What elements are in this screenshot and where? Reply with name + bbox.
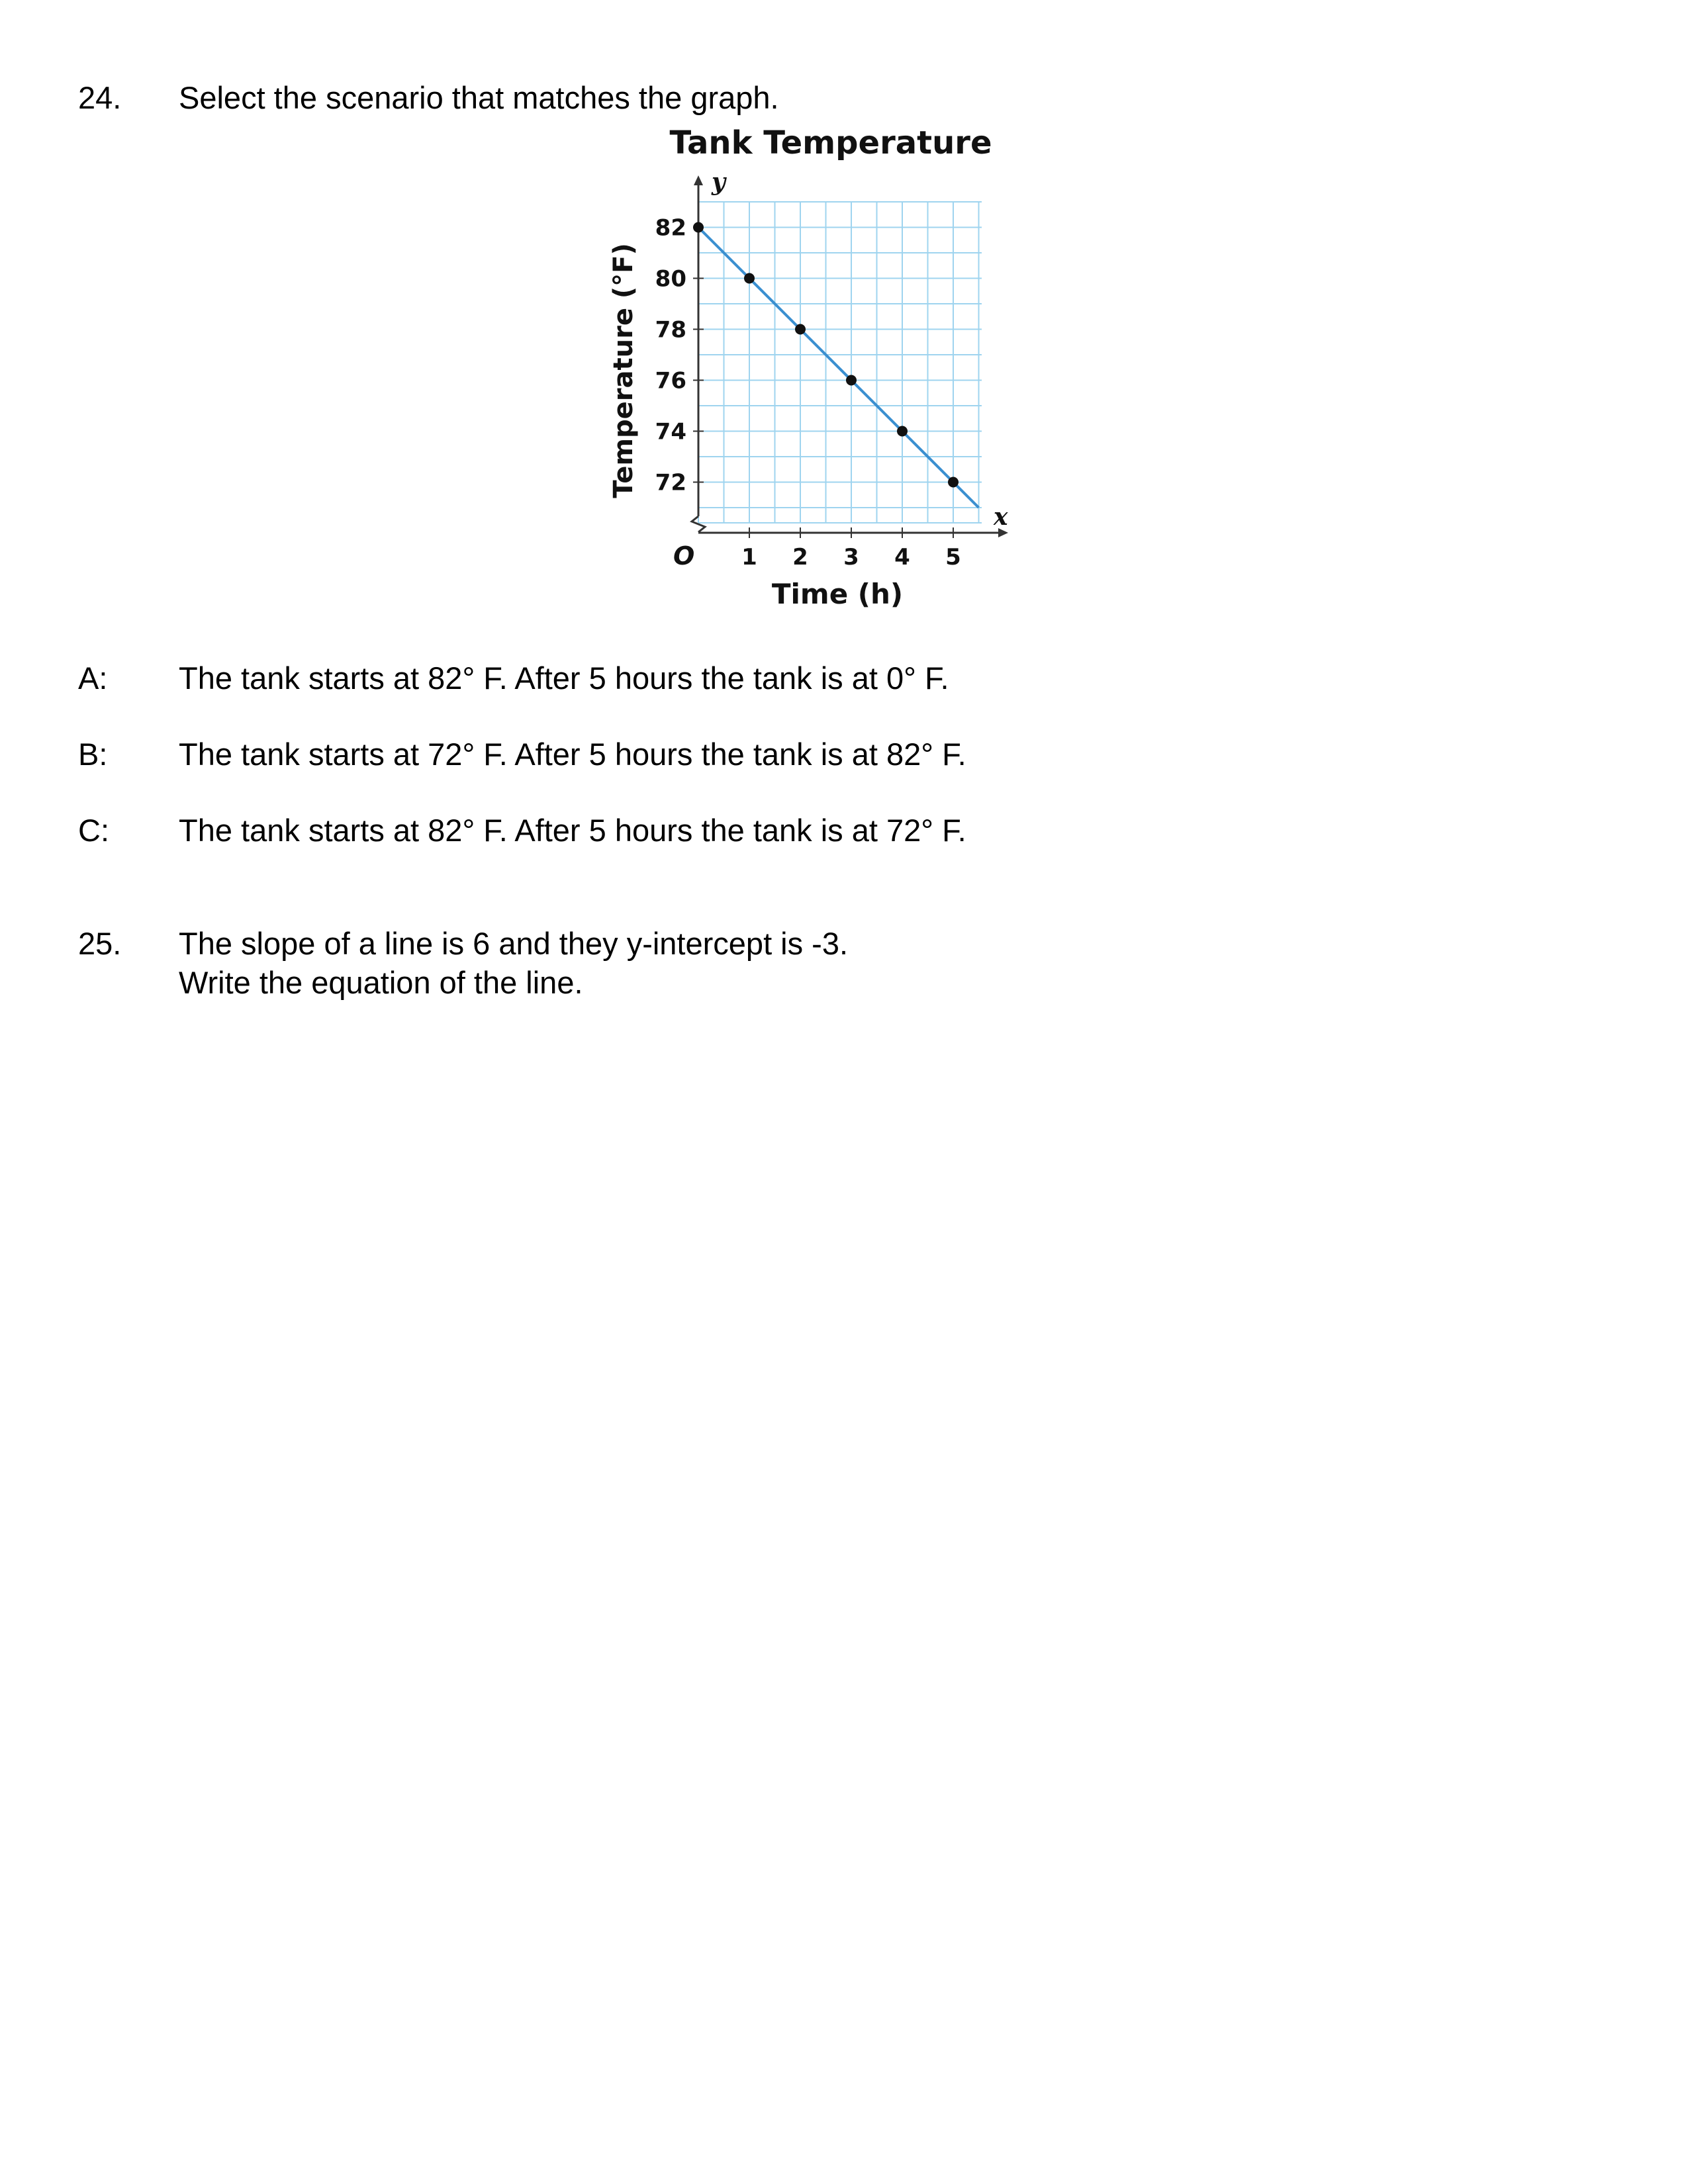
y-tick-label: 80 bbox=[655, 265, 686, 293]
data-point bbox=[744, 273, 755, 284]
y-tick-label: 76 bbox=[655, 367, 686, 394]
y-axis-arrow bbox=[694, 175, 703, 185]
x-tick-label: 4 bbox=[894, 544, 910, 570]
y-tick-label: 78 bbox=[655, 316, 686, 343]
x-tick-label: 5 bbox=[945, 544, 961, 570]
question-25-number: 25. bbox=[78, 926, 122, 961]
option-c-text: The tank starts at 82° F. After 5 hours the tank is at 72° F. bbox=[179, 813, 966, 848]
data-point bbox=[693, 222, 704, 233]
data-point bbox=[846, 375, 857, 386]
data-point bbox=[897, 426, 908, 437]
chart-marks bbox=[693, 222, 979, 508]
x-tick-label: 1 bbox=[741, 544, 757, 570]
question-25-line-1: The slope of a line is 6 and they y-intercept is -3. bbox=[179, 926, 849, 961]
y-axis-title: Temperature (°F) bbox=[608, 243, 639, 498]
question-24-number: 24. bbox=[78, 80, 122, 115]
question-25-line-2: Write the equation of the line. bbox=[179, 965, 583, 1000]
chart-title: Tank Temperature bbox=[669, 124, 992, 161]
x-axis-title: Time (h) bbox=[771, 578, 904, 610]
y-tick-label: 72 bbox=[655, 469, 686, 496]
data-point bbox=[948, 477, 959, 488]
option-b-letter: B: bbox=[78, 737, 108, 772]
data-point bbox=[795, 324, 806, 335]
x-axis-letter: x bbox=[994, 503, 1008, 531]
chart-axes bbox=[655, 168, 1008, 570]
question-24-prompt: Select the scenario that matches the graph. bbox=[179, 80, 779, 115]
option-c-letter: C: bbox=[78, 813, 109, 848]
option-a-letter: A: bbox=[78, 660, 108, 696]
origin-label: O bbox=[673, 541, 695, 570]
option-b-text: The tank starts at 72° F. After 5 hours the tank is at 82° F. bbox=[179, 737, 966, 772]
x-tick-label: 3 bbox=[843, 544, 859, 570]
x-tick-label: 2 bbox=[792, 544, 808, 570]
tank-temperature-chart bbox=[596, 119, 1019, 629]
chart-grid bbox=[698, 202, 982, 523]
series-line bbox=[698, 228, 979, 508]
option-a-text: The tank starts at 82° F. After 5 hours the tank is at 0° F. bbox=[179, 660, 949, 696]
y-tick-label: 82 bbox=[655, 214, 686, 242]
y-axis-letter: y bbox=[712, 168, 726, 196]
y-tick-label: 74 bbox=[655, 418, 686, 445]
